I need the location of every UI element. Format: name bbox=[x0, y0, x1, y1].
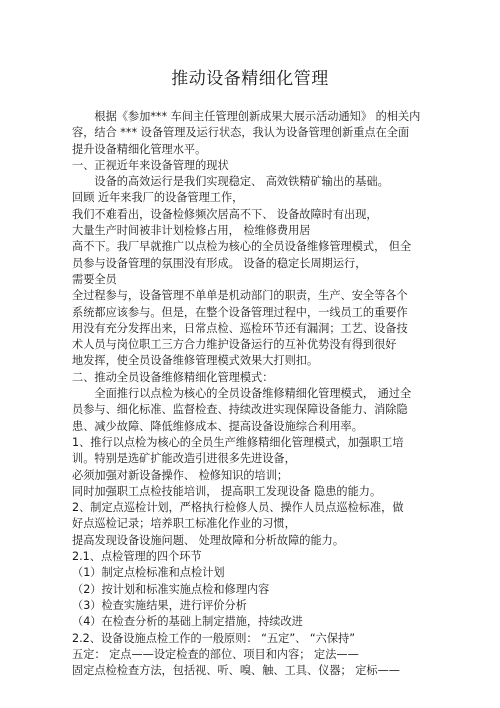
body-line: 全面推行以点检为核心的全员设备维修精细化管理模式， 通过全 bbox=[72, 387, 412, 401]
document-title: 推动设备精细化管理 bbox=[171, 69, 329, 89]
body-line: （3）检查实施结果，进行评价分析 bbox=[72, 598, 247, 612]
body-line: 全过程参与，设备管理不单单是机动部门的职责，生产、安全等各个 bbox=[72, 289, 408, 303]
body-line: 同时加强职工点检技能培训， 提高职工发现设备 隐患的能力。 bbox=[72, 484, 382, 498]
body-line: 员参与、细化标准、监督检查、持续改进实现保障设备能力、消除隐 bbox=[72, 403, 408, 417]
body-line: 一、正视近年来设备管理的现状 bbox=[72, 158, 229, 172]
document-body bbox=[72, 109, 434, 679]
body-line: 用没有充分发挥出来，日常点检、巡检环节还有漏洞；工艺、设备技 bbox=[72, 321, 408, 335]
body-line: 2.2、设备设施点检工作的一般原则： “五定”、 “六保持” bbox=[72, 631, 356, 645]
body-line: 固定点检检查方法，包括视、听、嗅、触、工具、仪器； 定标—— bbox=[72, 664, 400, 678]
body-line: 提高发现设备设施问题、 处理故障和分析故障的能力。 bbox=[72, 533, 345, 547]
body-line: （4）在检查分析的基础上制定措施，持续改进 bbox=[72, 615, 303, 629]
body-line: 二、推动全员设备维修精细化管理模式： bbox=[72, 370, 274, 384]
body-line: 需要全员 bbox=[72, 272, 117, 286]
body-line: 提升设备精细化管理水平。 bbox=[72, 142, 207, 156]
body-line: 根据《参加*** 车间主任管理创新成果大展示活动通知》 的相关内 bbox=[72, 110, 421, 123]
body-line: （2）按计划和标准实施点检和修理内容 bbox=[72, 582, 270, 596]
body-line: 必须加强对新设备操作、 检修知识的培训； bbox=[72, 468, 289, 482]
body-line: 高不下。我厂早就推广以点检为核心的全员设备维修管理模式， 但全 bbox=[72, 240, 412, 254]
body-line: （1）制定点检标准和点检计划 bbox=[72, 566, 225, 580]
body-line: 好点巡检记录；培养职工标准化作业的习惯， bbox=[72, 517, 296, 531]
body-line: 回顾 近年来我厂的设备管理工作， bbox=[72, 191, 244, 205]
body-line: 我们不难看出，设备检修频次居高不下、 设备故障时有出现， bbox=[72, 207, 378, 221]
body-line: 五定： 定点——设定检查的部位、项目和内容； 定法—— bbox=[72, 647, 359, 661]
body-line: 员参与设备管理的氛围没有形成。 设备的稳定长周期运行， bbox=[72, 256, 367, 270]
body-line: 2.1、点检管理的四个环节 bbox=[72, 550, 202, 564]
body-line: 1、推行以点检为核心的全员生产维修精细化管理模式，加强职工培 bbox=[72, 435, 404, 449]
body-line: 训。特别是选矿扩能改造引进很多先进设备， bbox=[72, 452, 296, 466]
body-line: 术人员与岗位职工三方合力维护设备运行的互补优势没有得到很好 bbox=[72, 338, 397, 352]
body-line: 系统都应该参与。但是，在整个设备管理过程中，一线员工的重要作 bbox=[72, 305, 408, 319]
body-line: 大量生产时间被非计划检修占用， 检维修费用居 bbox=[72, 224, 311, 238]
body-line: 容，结合 *** 设备管理及运行状态，我认为设备管理创新重点在全面 bbox=[72, 126, 410, 140]
body-line: 患、减少故障、降低维修成本、提高设备设施综合利用率。 bbox=[72, 419, 363, 433]
body-line: 设备的高效运行是我们实现稳定、 高效铁精矿输出的基础。 bbox=[72, 175, 389, 189]
body-line: 地发挥，使全员设备维修管理模式效果大打则扣。 bbox=[72, 354, 319, 368]
body-line: 2、制定点巡检计划，严格执行检修人员、操作人员点巡检标准，做 bbox=[72, 501, 404, 515]
